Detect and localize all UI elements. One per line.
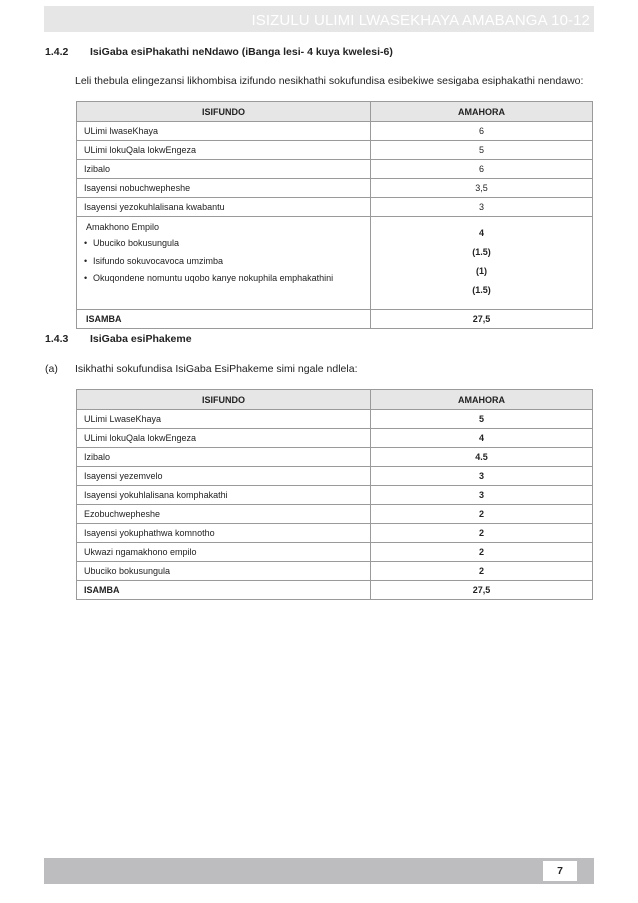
life-orientation-list (84, 238, 363, 285)
hours-cell: 6 (371, 160, 593, 179)
list-item: • Ubuciko bokusungula (84, 238, 363, 250)
subject-cell: Ubuciko bokusungula (77, 562, 371, 581)
subject-cell: Isayensi yezokuhlalisana kwabantu (77, 198, 371, 217)
subject-cell: Izibalo (77, 448, 371, 467)
column-header-hours: AMAHORA (371, 102, 593, 122)
section-number: 1.4.3 (45, 333, 69, 345)
table-row (77, 562, 593, 581)
paragraph-label: (a) (45, 363, 58, 375)
column-header-hours: AMAHORA (371, 390, 593, 410)
table-row-life-orientation (77, 217, 593, 310)
section-title: IsiGaba esiPhakathi neNdawo (iBanga lesi- 4 kuya kwelesi-6) (90, 46, 393, 58)
total-label: ISAMBA (77, 310, 371, 329)
section-number: 1.4.2 (45, 46, 69, 58)
table-row (77, 160, 593, 179)
footer-bar (44, 858, 594, 884)
list-item: • Isifundo sokuvocavoca umzimba (84, 256, 363, 268)
hours-table-intermediate (76, 101, 593, 329)
column-header-subject: ISIFUNDO (77, 102, 371, 122)
header-title: ISIZULU ULIMI LWASEKHAYA AMABANGA 10-12 (251, 12, 590, 29)
total-hours: 27,5 (371, 310, 593, 329)
table-row (77, 467, 593, 486)
page-number: 7 (543, 861, 577, 881)
paragraph-text: Isikhathi sokufundisa IsiGaba EsiPhakeme simi ngale ndlela: (75, 363, 358, 375)
total-label: ISAMBA (77, 581, 371, 600)
hours-table-senior (76, 389, 593, 600)
life-orientation-item-hours: (1) (476, 266, 487, 276)
table-row (77, 141, 593, 160)
table-row (77, 505, 593, 524)
subject-cell: ULimi lokuQala lokwEngeza (77, 141, 371, 160)
table-row (77, 122, 593, 141)
subject-cell: ULimi lokuQala lokwEngeza (77, 429, 371, 448)
hours-cell: 2 (371, 505, 593, 524)
subject-cell: ULimi LwaseKhaya (77, 410, 371, 429)
table-row-total (77, 581, 593, 600)
hours-cell: 6 (371, 122, 593, 141)
subject-cell: ULimi lwaseKhaya (77, 122, 371, 141)
hours-cell: 3 (371, 198, 593, 217)
subject-cell: Ezobuchwepheshe (77, 505, 371, 524)
table-row (77, 448, 593, 467)
subject-cell: Isayensi yezemvelo (77, 467, 371, 486)
hours-cell: 2 (371, 543, 593, 562)
hours-cell: 5 (371, 141, 593, 160)
life-orientation-item-hours: (1.5) (472, 285, 491, 295)
table-row (77, 198, 593, 217)
table-row (77, 429, 593, 448)
hours-cell: 4.5 (371, 448, 593, 467)
section-intro: Leli thebula elingezansi likhombisa izifundo nesikhathi sokufundisa esibekiwe sesigaba esiphakathi nendawo: (75, 75, 584, 87)
life-orientation-item-hours: (1.5) (472, 247, 491, 257)
hours-cell (371, 217, 593, 310)
list-item: • Okuqondene nomuntu uqobo kanye nokuphila emphakathini (84, 273, 363, 285)
section-title: IsiGaba esiPhakeme (90, 333, 192, 345)
hours-cell: 3 (371, 467, 593, 486)
column-header-subject: ISIFUNDO (77, 390, 371, 410)
table-row (77, 179, 593, 198)
hours-cell: 3 (371, 486, 593, 505)
table-row (77, 543, 593, 562)
table-row (77, 410, 593, 429)
hours-cell: 2 (371, 562, 593, 581)
hours-cell: 2 (371, 524, 593, 543)
hours-cell: 4 (371, 429, 593, 448)
life-orientation-total-hours: 4 (478, 228, 484, 238)
subject-cell: Izibalo (77, 160, 371, 179)
subject-cell: Isayensi yokuphathwa komnotho (77, 524, 371, 543)
subject-cell (77, 217, 371, 310)
life-orientation-label: Amakhono Empilo (86, 222, 160, 232)
table-row-total (77, 310, 593, 329)
hours-cell: 5 (371, 410, 593, 429)
subject-cell: Isayensi yokuhlalisana komphakathi (77, 486, 371, 505)
hours-cell: 3,5 (371, 179, 593, 198)
subject-cell: Isayensi nobuchwepheshe (77, 179, 371, 198)
total-hours: 27,5 (371, 581, 593, 600)
table-row (77, 486, 593, 505)
subject-cell: Ukwazi ngamakhono empilo (77, 543, 371, 562)
table-row (77, 524, 593, 543)
